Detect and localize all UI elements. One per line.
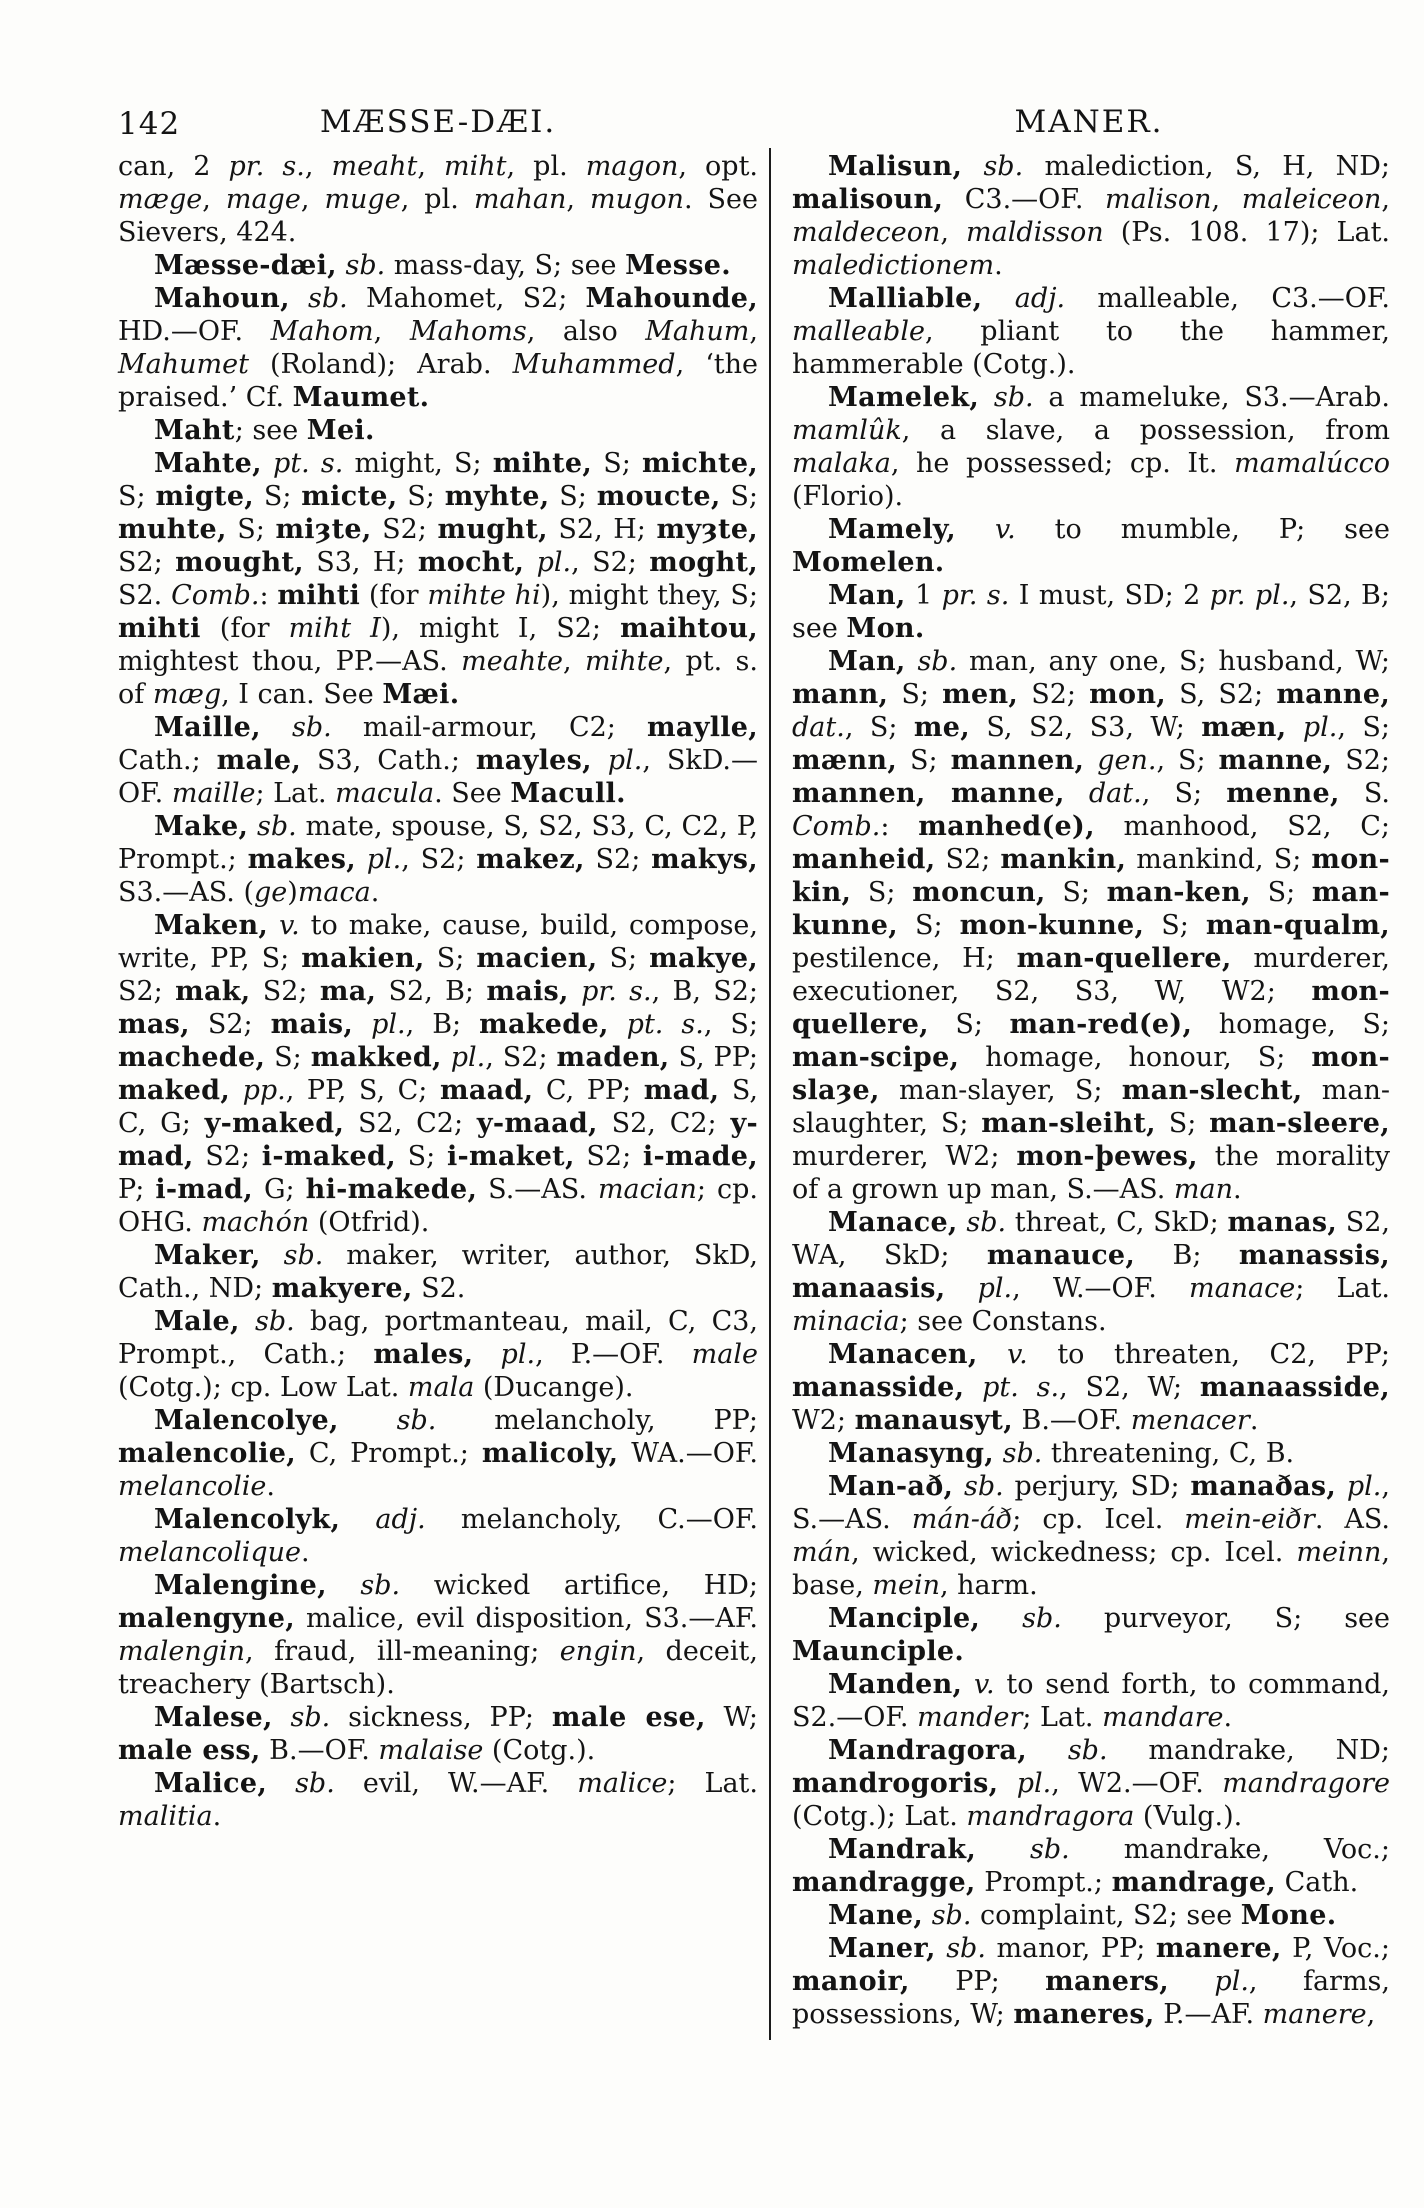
dictionary-entry: Manasyng, sb. threatening, C, B. xyxy=(828,1438,1295,1469)
dictionary-entry: Malisun, sb. malediction, S, H, ND; malisoun, C3.—OF. malison, maleiceon, maldeceon, maldisson (Ps. 108. 17); Lat. maledictionem. xyxy=(792,151,1391,281)
dictionary-entry: Man-að, sb. perjury, SD; manaðas, pl., S.—AS. mán-áð; cp. Icel. mein-eiðr. AS. mán, wicked, wickedness; cp. Icel. meinn, base, mein, harm. xyxy=(792,1471,1390,1601)
running-head-right: MANER. xyxy=(1014,104,1164,140)
dictionary-entry: Man, 1 pr. s. I must, SD; 2 pr. pl., S2, B; see Mon. xyxy=(792,580,1390,644)
dictionary-entry: Mandrak, sb. mandrake, Voc.; mandragge, Prompt.; mandrage, Cath. xyxy=(792,1834,1390,1898)
dictionary-entry: Maner, sb. manor, PP; manere, P, Voc.; manoir, PP; maners, pl., farms, possessions, W; maneres, P.—AF. manere, xyxy=(792,1933,1390,2030)
dictionary-entry: can, 2 pr. s., meaht, miht, pl. magon, opt. mæge, mage, muge, pl. mahan, mugon. See Sievers, 424. xyxy=(118,151,759,248)
right-column xyxy=(792,150,1390,2031)
dictionary-entry: Manciple, sb. purveyor, S; see Maunciple. xyxy=(792,1603,1391,1667)
dictionary-entry: Mahte, pt. s. might, S; mihte, S; michte, S; migte, S; micte, S; myhte, S; moucte, S; muhte, S; miȝte, S2; mught, S2, H; myȝte, S2; mought, S3, H; mocht, pl., S2; moght, S2. Comb.: mihti (for mihte hi), might they, S; mihti (for miht I), might I, S2; maihtou, mightest thou, PP.—AS. meahte, mihte, pt. s. of mæg, I can. See Mæi. xyxy=(118,448,759,710)
dictionary-entry: Manace, sb. threat, C, SkD; manas, S2, WA, SkD; manauce, B; manassis, manaasis, pl., W.—OF. manace; Lat. minacia; see Constans. xyxy=(792,1207,1391,1337)
dictionary-entry: Malliable, adj. malleable, C3.—OF. malleable, pliant to the hammer, hammerable (Cotg.). xyxy=(792,283,1390,380)
dictionary-entry: Malice, sb. evil, W.—AF. malice; Lat. malitia. xyxy=(118,1768,758,1832)
running-head-left: MÆSSE-DÆI. xyxy=(319,104,557,140)
column-divider-rule xyxy=(769,148,771,2040)
dictionary-entry: Man, sb. man, any one, S; husband, W; mann, S; men, S2; mon, S, S2; manne, dat., S; me, S, S2, S3, W; mæn, pl., S; mænn, S; mannen, gen., S; manne, S2; mannen, manne, dat., S; menne, S. Comb.: manhed(e), manhood, S2, C; manheid, S2; mankin, mankind, S; mon-kin, S; moncun, S; man-ken, S; man-kunne, S; mon-kunne, S; man-qualm, pestilence, H; man-quellere, murderer, executioner, S2, S3, W, W2; mon-quellere, S; man-red(e), homage, S; man-scipe, homage, honour, S; mon-slaȝe, man-slayer, S; man-slecht, man-slaughter, S; man-sleiht, S; man-sleere, murderer, W2; mon-þewes, the morality of a grown up man, S.—AS. man. xyxy=(792,646,1391,1205)
dictionary-entry: Mandragora, sb. mandrake, ND; mandrogoris, pl., W2.—OF. mandragore (Cotg.); Lat. mandragora (Vulg.). xyxy=(792,1735,1390,1832)
dictionary-entry: Make, sb. mate, spouse, S, S2, S3, C, C2, P, Prompt.; makes, pl., S2; makez, S2; makys, S3.—AS. (ge)maca. xyxy=(118,811,758,908)
dictionary-entry: Male, sb. bag, portmanteau, mail, C, C3, Prompt., Cath.; males, pl., P.—OF. male (Cotg.); cp. Low Lat. mala (Ducange). xyxy=(118,1306,758,1403)
dictionary-entry: Malengine, sb. wicked artifice, HD; malengyne, malice, evil disposition, S3.—AF. malengin, fraud, ill-meaning; engin, deceit, treachery (Bartsch). xyxy=(118,1570,758,1700)
dictionary-entry: Maker, sb. maker, writer, author, SkD, Cath., ND; makyere, S2. xyxy=(118,1240,758,1304)
dictionary-entry: Malese, sb. sickness, PP; male ese, W; male ess, B.—OF. malaise (Cotg.). xyxy=(118,1702,758,1766)
dictionary-entry: Mamely, v. to mumble, P; see Momelen. xyxy=(792,514,1390,578)
dictionary-entry: Manacen, v. to threaten, C2, PP; manasside, pt. s., S2, W; manaasside, W2; manausyt, B.—OF. menacer. xyxy=(792,1339,1390,1436)
dictionary-entry: Mamelek, sb. a mameluke, S3.—Arab. mamlûk, a slave, a possession, from malaka, he possessed; cp. It. mamalúcco (Florio). xyxy=(792,382,1390,512)
dictionary-entry: Malencolyk, adj. melancholy, C.—OF. melancolique. xyxy=(118,1504,758,1568)
dictionary-entry: Manden, v. to send forth, to command, S2.—OF. mander; Lat. mandare. xyxy=(792,1669,1390,1733)
page-number: 142 xyxy=(118,106,181,142)
dictionary-entry: Maille, sb. mail-armour, C2; maylle, Cath.; male, S3, Cath.; mayles, pl., SkD.—OF. maille; Lat. macula. See Macull. xyxy=(118,712,758,809)
dictionary-entry: Mahoun, sb. Mahomet, S2; Mahounde, HD.—OF. Mahom, Mahoms, also Mahum, Mahumet (Roland); Arab. Muhammed, ‘the praised.’ Cf. Maumet. xyxy=(118,283,758,413)
left-column xyxy=(118,150,758,1833)
dictionary-entry: Mæsse-dæi, sb. mass-day, S; see Messe. xyxy=(154,250,731,281)
dictionary-entry: Maken, v. to make, cause, build, compose, write, PP, S; makien, S; macien, S; makye, S2; mak, S2; ma, S2, B; mais, pr. s., B, S2; mas, S2; mais, pl., B; makede, pt. s., S; machede, S; makked, pl., S2; maden, S, PP; maked, pp., PP, S, C; maad, C, PP; mad, S, C, G; y-maked, S2, C2; y-maad, S2, C2; y-mad, S2; i-maked, S; i-maket, S2; i-made, P; i-mad, G; hi-makede, S.—AS. macian; cp. OHG. machón (Otfrid). xyxy=(118,910,759,1238)
dictionary-entry: Mane, sb. complaint, S2; see Mone. xyxy=(828,1900,1337,1931)
dictionary-entry: Maht; see Mei. xyxy=(154,415,375,446)
dictionary-entry: Malencolye, sb. melancholy, PP; malencolie, C, Prompt.; malicoly, WA.—OF. melancolie. xyxy=(118,1405,758,1502)
